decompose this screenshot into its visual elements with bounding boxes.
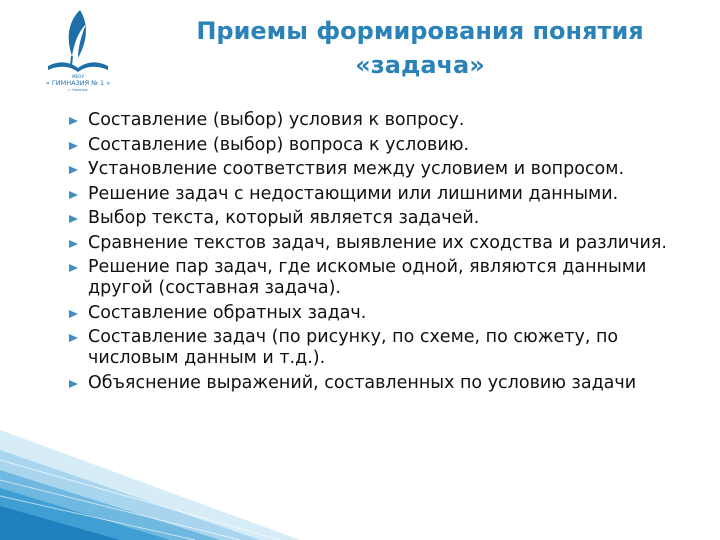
list-item-text: Составление (выбор) условия к вопросу. — [88, 110, 465, 130]
list-item-text: Составление обратных задач. — [88, 302, 367, 323]
list-item — [68, 184, 708, 205]
decorative-corner — [0, 430, 300, 540]
title-line-1: Приемы формирования понятия — [196, 17, 644, 45]
bullet-arrow-icon — [69, 191, 78, 199]
list-item — [68, 327, 708, 369]
list-item-text: Решение пар задач, где искомые одной, являются данными другой (составная задача). — [88, 257, 647, 298]
logo-line-3: г. Нальчик — [68, 88, 88, 92]
title-line-2: «задача» — [355, 51, 485, 79]
list-item-text: Решение задач с недостающими или лишними данными. — [88, 183, 619, 204]
list-item — [68, 257, 708, 299]
list-item — [68, 135, 708, 156]
list-item-text: Выбор текста, который является задачей. — [88, 208, 480, 228]
list-item-text: Объяснение выражений, составленных по условию задачи — [88, 372, 637, 393]
list-item — [68, 110, 708, 131]
logo-line-2: « ГИМНАЗИЯ № 1 » — [45, 79, 111, 87]
bullet-arrow-icon — [69, 166, 78, 174]
list-item — [68, 303, 708, 324]
quill-book-icon — [28, 4, 128, 96]
bullet-arrow-icon — [69, 264, 78, 272]
bullet-arrow-icon — [69, 142, 78, 150]
bullet-arrow-icon — [69, 240, 78, 248]
list-item-text: Составление (выбор) вопроса к условию. — [88, 134, 470, 155]
list-item — [68, 159, 708, 180]
list-item-text: Установление соответствия между условием и вопросом. — [88, 159, 625, 179]
bullet-arrow-icon — [69, 334, 78, 342]
logo-line-1: МБОУ — [72, 74, 84, 79]
bullet-arrow-icon — [69, 380, 78, 388]
bullet-arrow-icon — [69, 310, 78, 318]
list-item-text: Сравнение текстов задач, выявление их сходства и различия. — [88, 232, 667, 253]
list-item-text: Составление задач (по рисунку, по схеме, по сюжету, по числовым данным и т.д.). — [88, 327, 619, 368]
bullet-list — [68, 110, 708, 397]
slide-title — [140, 14, 700, 82]
list-item — [68, 233, 708, 254]
list-item — [68, 208, 708, 229]
corner-wave-graphic — [0, 430, 300, 540]
bullet-arrow-icon — [69, 117, 78, 125]
gymnasium-logo — [28, 4, 128, 96]
bullet-arrow-icon — [69, 215, 78, 223]
list-item — [68, 373, 708, 394]
